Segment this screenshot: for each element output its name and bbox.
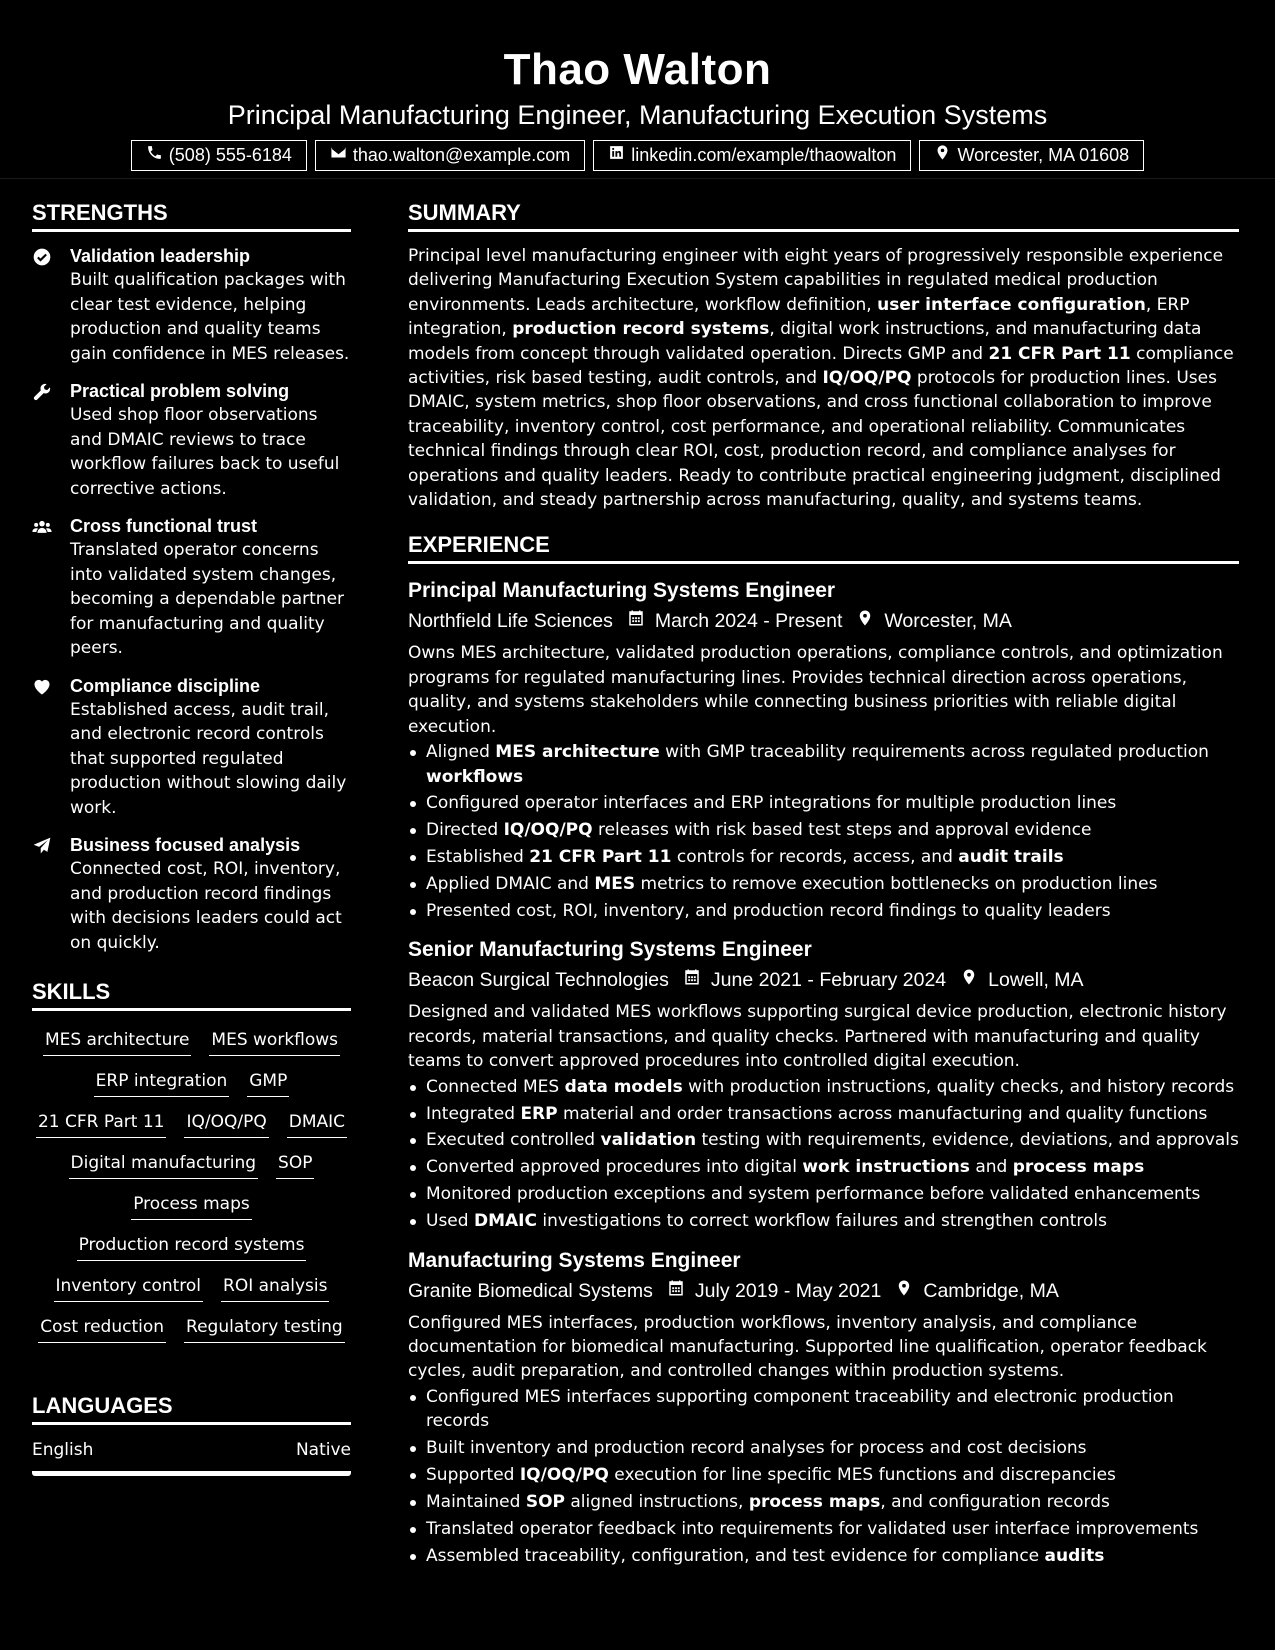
strength-item — [32, 379, 351, 501]
text-run: execution for line specific MES functions and discrepancies — [608, 1465, 1116, 1486]
contact-bar — [0, 140, 1275, 171]
bold-keyword: SOP — [525, 1491, 565, 1512]
map-pin-icon — [934, 142, 951, 169]
skill-tag: IQ/OQ/PQ — [184, 1109, 268, 1138]
bold-keyword: 21 CFR Part 11 — [529, 847, 672, 868]
text-run: Maintained — [426, 1491, 526, 1512]
text-run: Connected MES — [426, 1076, 565, 1097]
calendar-icon — [613, 606, 655, 637]
job-bullet — [408, 791, 1239, 815]
skill-tag: MES workflows — [209, 1027, 340, 1056]
job-dates: June 2021 - February 2024 — [710, 969, 947, 992]
strength-desc: Connected cost, ROI, inventory, and production record findings with decisions leaders could act on quickly. — [70, 859, 342, 953]
text-run: , digital work instructions, and manufacturing data models from concept through validated operation. Directs GMP and — [408, 319, 1202, 364]
text-run: aligned instructions, — [564, 1491, 749, 1512]
job-bullet — [408, 1436, 1239, 1460]
job-company: Beacon Surgical Technologies — [408, 969, 669, 992]
job-bullets — [408, 740, 1239, 923]
skill-tag: Regulatory testing — [184, 1314, 345, 1343]
text-run: , ERP integration, — [408, 294, 1190, 340]
job-description: Designed and validated MES workflows supporting surgical device production, electronic history records, material transactions, and quality checks. Partnered with manufacturing and quality teams to convert approved procedures into controlled digital execution. — [408, 1002, 1227, 1072]
strengths-heading: STRENGTHS — [32, 198, 351, 232]
bold-keyword: IQ/OQ/PQ — [519, 1465, 609, 1486]
job-bullet — [408, 1209, 1239, 1233]
job-meta — [408, 1276, 1239, 1307]
languages-heading: LANGUAGES — [32, 1391, 351, 1425]
calendar-icon — [669, 965, 711, 996]
contact-linkedin-text: linkedin.com/example/thaowalton — [631, 145, 897, 165]
job-meta — [408, 965, 1239, 996]
map-pin-icon — [946, 965, 988, 996]
bold-keyword: IQ/OQ/PQ — [503, 820, 593, 841]
skill-tag: ROI analysis — [221, 1273, 329, 1302]
experience-heading: EXPERIENCE — [408, 530, 1239, 564]
text-run: metrics to remove execution bottlenecks on production lines — [635, 874, 1158, 895]
language-row — [32, 1437, 351, 1476]
job-bullet — [408, 899, 1239, 923]
skills-heading: SKILLS — [32, 977, 351, 1011]
contact-location-text: Worcester, MA 01608 — [957, 145, 1130, 165]
job-bullet — [408, 1182, 1239, 1206]
job-location: Lowell, MA — [988, 969, 1084, 992]
job-bullet — [408, 1075, 1239, 1099]
bold-keyword: workflows — [426, 766, 524, 787]
strength-title: Compliance discipline — [70, 675, 261, 696]
job-company: Northfield Life Sciences — [408, 610, 613, 633]
linkedin-icon — [608, 142, 625, 169]
resume-header — [0, 0, 1275, 179]
wrench-icon — [32, 379, 70, 501]
users-icon — [32, 514, 70, 661]
contact-email[interactable] — [315, 140, 585, 171]
text-run: releases with risk based test steps and approval evidence — [592, 820, 1092, 841]
job-description: Owns MES architecture, validated production operations, compliance controls, and optimization programs for regulated manufacturing lines. Provides technical direction across operations, quality, and systems stakeholders while connecting business priorities with reliable digital execution. — [408, 643, 1223, 737]
strength-title: Practical problem solving — [70, 381, 290, 401]
text-run: Applied DMAIC and — [426, 874, 595, 895]
language-level: Native — [295, 1440, 351, 1460]
text-run: Directed — [426, 820, 504, 841]
skill-tag: ERP integration — [94, 1068, 230, 1097]
text-run: Supported — [426, 1465, 520, 1486]
strength-title: Cross functional trust — [70, 516, 258, 536]
skills-list — [32, 1023, 351, 1343]
text-run: , and configuration records — [880, 1491, 1110, 1512]
text-run: testing with requirements, evidence, deviations, and approvals — [696, 1130, 1239, 1151]
text-run: Aligned — [426, 742, 496, 763]
job-bullet — [408, 872, 1239, 896]
contact-linkedin[interactable] — [593, 140, 911, 171]
map-pin-icon — [881, 1276, 923, 1307]
language-name: English — [32, 1440, 94, 1460]
contact-location[interactable] — [919, 140, 1144, 171]
skill-tag: Digital manufacturing — [69, 1150, 259, 1179]
job-dates: July 2019 - May 2021 — [694, 1279, 882, 1302]
job-entry — [408, 1246, 1239, 1569]
bold-keyword: MES architecture — [495, 742, 660, 763]
job-entry — [408, 935, 1239, 1233]
job-bullet — [408, 1102, 1239, 1126]
skill-tag: Cost reduction — [38, 1314, 166, 1343]
contact-phone[interactable] — [131, 140, 307, 171]
job-bullets — [408, 1385, 1239, 1568]
heart-icon — [32, 674, 70, 821]
job-title: Principal Manufacturing Systems Engineer — [408, 579, 836, 603]
bold-keyword: user interface configuration — [877, 294, 1146, 315]
job-title: Senior Manufacturing Systems Engineer — [408, 938, 812, 962]
text-run: protocols for production lines. Uses DMAIC, system metrics, shop floor observations, and cross functional collaboration to improve traceability, inventory control, cost performance, and operational reliability. Communicates technical findings through clear ROI, cost, production record, and compliance analyses for operations and quality leaders. Ready to contribute practical engineering judgment, disciplined validation, and steady partnership across manufacturing, quality, and systems teams. — [408, 368, 1221, 511]
summary-heading: SUMMARY — [408, 198, 1239, 232]
bold-keyword: data models — [564, 1076, 683, 1097]
bold-keyword: audit trails — [958, 847, 1064, 868]
job-bullet — [408, 1155, 1239, 1179]
text-run: Used — [426, 1211, 474, 1232]
job-bullet — [408, 1128, 1239, 1152]
job-bullets — [408, 1075, 1239, 1234]
text-run: Executed controlled — [426, 1130, 601, 1151]
job-bullet — [408, 1517, 1239, 1541]
job-bullet — [408, 845, 1239, 869]
job-entry — [408, 576, 1239, 923]
map-pin-icon — [842, 606, 884, 637]
text-run: controls for records, access, and — [671, 847, 959, 868]
bold-keyword: ERP — [520, 1103, 558, 1124]
candidate-title: Principal Manufacturing Engineer, Manufacturing Execution Systems — [227, 100, 1048, 130]
skill-tag: 21 CFR Part 11 — [36, 1109, 167, 1138]
text-run: Presented cost, ROI, inventory, and production record findings to quality leaders — [426, 901, 1111, 922]
job-bullet — [408, 740, 1239, 789]
skill-tag: SOP — [276, 1150, 314, 1179]
bold-keyword: work instructions — [802, 1157, 970, 1178]
job-bullet — [408, 1544, 1239, 1568]
strength-item — [32, 833, 351, 955]
job-meta — [408, 606, 1239, 637]
text-run: Assembled traceability, configuration, and test evidence for compliance — [426, 1545, 1045, 1566]
right-column — [408, 198, 1239, 1580]
text-run: Monitored production exceptions and system performance before validated enhancements — [426, 1184, 1201, 1205]
strength-desc: Built qualification packages with clear test evidence, helping production and quality teams gain confidence in MES releases. — [70, 270, 350, 364]
bold-keyword: IQ/OQ/PQ — [822, 368, 912, 389]
bold-keyword: 21 CFR Part 11 — [988, 343, 1131, 364]
strength-title: Validation leadership — [70, 246, 251, 266]
job-dates: March 2024 - Present — [654, 610, 843, 633]
bold-keyword: validation — [600, 1130, 697, 1151]
text-run: Configured operator interfaces and ERP integrations for multiple production lines — [426, 793, 1117, 814]
text-run: Configured MES interfaces supporting component traceability and electronic production records — [426, 1386, 1174, 1432]
job-title: Manufacturing Systems Engineer — [408, 1248, 741, 1272]
bold-keyword: DMAIC — [473, 1211, 537, 1232]
bold-keyword: production record systems — [512, 319, 770, 340]
candidate-name: Thao Walton — [503, 45, 772, 94]
job-location: Worcester, MA — [884, 610, 1012, 633]
contact-email-text: thao.walton@example.com — [352, 145, 571, 165]
job-description: Configured MES interfaces, production workflows, inventory analysis, and compliance documentation for biomedical manufacturing. Supported line qualification, operator feedback cycles, audit preparation, and controlled changes within production systems. — [408, 1312, 1207, 1382]
job-location: Cambridge, MA — [923, 1279, 1059, 1302]
job-bullet — [408, 818, 1239, 842]
skill-tag: GMP — [247, 1068, 289, 1097]
summary-text — [408, 244, 1239, 512]
left-column — [32, 198, 351, 1476]
strength-item — [32, 244, 351, 366]
phone-icon — [146, 142, 163, 169]
strength-title: Business focused analysis — [70, 835, 301, 855]
text-run: Translated operator feedback into requirements for validated user interface improvements — [426, 1518, 1199, 1539]
contact-phone-text: (508) 555-6184 — [168, 145, 292, 165]
bold-keyword: MES — [594, 874, 636, 895]
text-run: investigations to correct workflow failures and strengthen controls — [536, 1211, 1107, 1232]
job-bullet — [408, 1463, 1239, 1487]
skill-tag: Inventory control — [54, 1273, 204, 1302]
text-run: Established — [426, 847, 530, 868]
strength-item — [32, 674, 351, 821]
experience-list — [408, 576, 1239, 1568]
skill-tag: DMAIC — [287, 1109, 347, 1138]
envelope-icon — [330, 142, 347, 169]
paper-plane-icon — [32, 833, 70, 955]
text-run: with GMP traceability requirements across regulated production — [659, 742, 1209, 763]
skill-tag: MES architecture — [43, 1027, 191, 1056]
skill-tag: Process maps — [131, 1191, 252, 1220]
job-company: Granite Biomedical Systems — [408, 1279, 653, 1302]
calendar-icon — [653, 1276, 695, 1307]
text-run: and — [969, 1157, 1013, 1178]
text-run: compliance activities, risk based testing, audit controls, and — [408, 343, 1234, 389]
text-run: Converted approved procedures into digital — [426, 1157, 803, 1178]
strength-desc: Established access, audit trail, and electronic record controls that supported regulated production without slowing daily work. — [70, 699, 347, 818]
text-run: Integrated — [426, 1103, 521, 1124]
text-run: Built inventory and production record analyses for process and cost decisions — [426, 1438, 1087, 1459]
strength-desc: Translated operator concerns into validated system changes, becoming a dependable partner for manufacturing and quality peers. — [70, 540, 345, 658]
text-run: material and order transactions across manufacturing and quality functions — [557, 1103, 1208, 1124]
skill-tag: Production record systems — [77, 1232, 307, 1261]
bold-keyword: process maps — [748, 1491, 881, 1512]
job-bullet — [408, 1385, 1239, 1434]
bold-keyword: audits — [1044, 1545, 1105, 1566]
check-circle-icon — [32, 244, 70, 366]
text-run: with production instructions, quality checks, and history records — [682, 1076, 1235, 1097]
strength-desc: Used shop floor observations and DMAIC reviews to trace workflow failures back to useful corrective actions. — [70, 405, 340, 499]
text-run: Principal level manufacturing engineer with eight years of progressively responsible experience delivering Manufacturing Execution System capabilities in regulated medical production environments. Leads architecture, workflow definition, — [408, 246, 1224, 315]
bold-keyword: process maps — [1012, 1157, 1145, 1178]
job-bullet — [408, 1490, 1239, 1514]
strength-item — [32, 514, 351, 661]
